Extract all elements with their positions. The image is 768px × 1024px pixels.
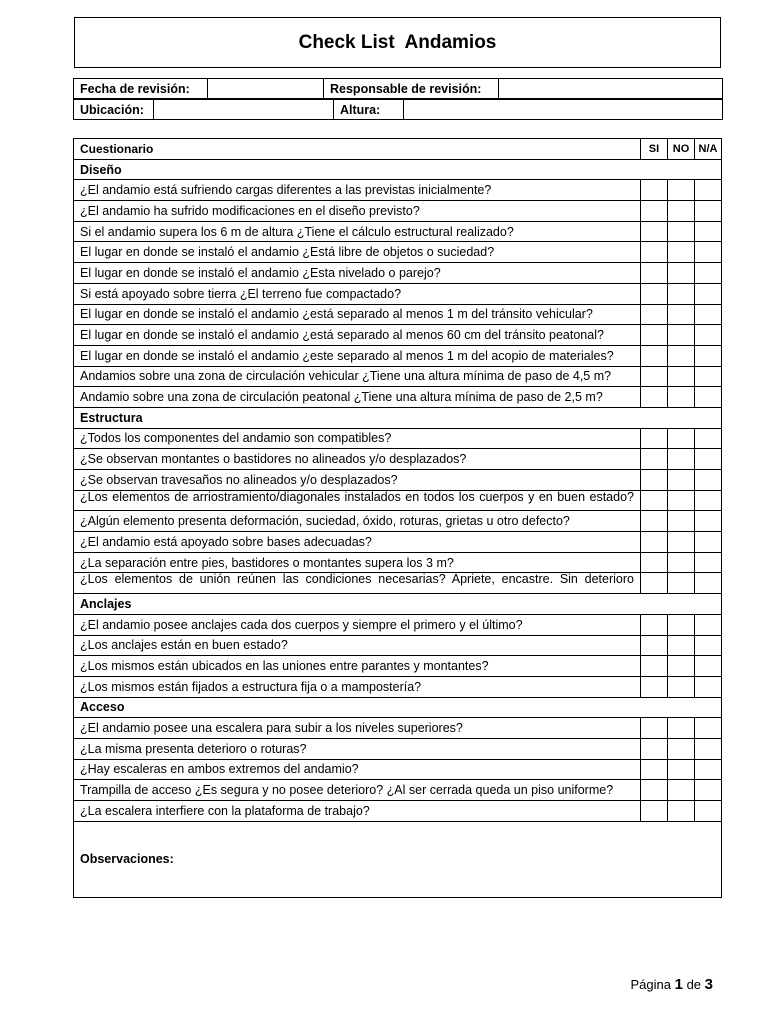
na-answer-cell[interactable] (695, 263, 722, 284)
question-row (74, 449, 722, 470)
na-answer-cell[interactable] (695, 801, 722, 822)
si-answer-cell[interactable] (641, 304, 668, 325)
no-answer-cell[interactable] (668, 325, 695, 346)
question-row (74, 428, 722, 449)
no-column-header: NO (668, 139, 695, 160)
question-text (74, 573, 641, 594)
section-row (74, 594, 722, 615)
no-answer-cell[interactable] (668, 180, 695, 201)
revision-info-table (73, 78, 723, 99)
si-answer-cell[interactable] (641, 283, 668, 304)
question-text: Si está apoyado sobre tierra ¿El terreno fue compactado? (74, 283, 641, 304)
na-column-header: N/A (695, 139, 722, 160)
question-row (74, 325, 722, 346)
question-text: Andamio sobre una zona de circulación peatonal ¿Tiene una altura mínima de paso de 2,5 m? (74, 387, 641, 408)
question-text: ¿La misma presenta deterioro o roturas? (74, 738, 641, 759)
si-answer-cell[interactable] (641, 738, 668, 759)
no-answer-cell[interactable] (668, 614, 695, 635)
si-answer-cell[interactable] (641, 490, 668, 511)
si-answer-cell[interactable] (641, 573, 668, 594)
no-answer-cell[interactable] (668, 676, 695, 697)
si-answer-cell[interactable] (641, 242, 668, 263)
question-text: ¿Los mismos están fijados a estructura fija o a mampostería? (74, 676, 641, 697)
no-answer-cell[interactable] (668, 345, 695, 366)
question-text-content: ¿Los elementos de unión reúnen las condiciones necesarias? Apriete, encastre. Sin deterioro (80, 573, 634, 587)
na-answer-cell[interactable] (695, 738, 722, 759)
question-row (74, 656, 722, 677)
question-text: El lugar en donde se instaló el andamio ¿Esta nivelado o parejo? (74, 263, 641, 284)
ubicacion-label: Ubicación: (74, 100, 154, 120)
observaciones-field[interactable]: Observaciones: (74, 821, 722, 897)
question-text: ¿Los mismos están ubicados en las uniones entre parantes y montantes? (74, 656, 641, 677)
question-text: El lugar en donde se instaló el andamio ¿este separado al menos 1 m del acopio de materiales? (74, 345, 641, 366)
question-text: ¿El andamio está apoyado sobre bases adecuadas? (74, 532, 641, 553)
na-answer-cell[interactable] (695, 780, 722, 801)
no-answer-cell[interactable] (668, 759, 695, 780)
no-answer-cell[interactable] (668, 221, 695, 242)
question-row (74, 263, 722, 284)
na-answer-cell[interactable] (695, 635, 722, 656)
si-answer-cell[interactable] (641, 780, 668, 801)
na-answer-cell[interactable] (695, 221, 722, 242)
question-text: Trampilla de acceso ¿Es segura y no posee deterioro? ¿Al ser cerrada queda un piso uniforme? (74, 780, 641, 801)
no-answer-cell[interactable] (668, 304, 695, 325)
no-answer-cell[interactable] (668, 656, 695, 677)
question-text: Andamios sobre una zona de circulación vehicular ¿Tiene una altura mínima de paso de 4,5 m? (74, 366, 641, 387)
question-text: ¿El andamio ha sufrido modificaciones en el diseño previsto? (74, 201, 641, 222)
cuestionario-header: Cuestionario (74, 139, 641, 160)
na-answer-cell[interactable] (695, 759, 722, 780)
si-answer-cell[interactable] (641, 511, 668, 532)
no-answer-cell[interactable] (668, 511, 695, 532)
no-answer-cell[interactable] (668, 573, 695, 594)
question-row (74, 490, 722, 511)
question-text: ¿Algún elemento presenta deformación, suciedad, óxido, roturas, grietas u otro defecto? (74, 511, 641, 532)
no-answer-cell[interactable] (668, 532, 695, 553)
na-answer-cell[interactable] (695, 511, 722, 532)
no-answer-cell[interactable] (668, 780, 695, 801)
question-row (74, 532, 722, 553)
si-answer-cell[interactable] (641, 532, 668, 553)
location-info-table (73, 99, 723, 120)
na-answer-cell[interactable] (695, 573, 722, 594)
total-pages-number: 3 (704, 976, 713, 993)
fecha-field[interactable] (208, 79, 324, 99)
question-text: Si el andamio supera los 6 m de altura ¿Tiene el cálculo estructural realizado? (74, 221, 641, 242)
no-answer-cell[interactable] (668, 201, 695, 222)
si-answer-cell[interactable] (641, 470, 668, 491)
responsable-label: Responsable de revisión: (324, 79, 499, 99)
no-answer-cell[interactable] (668, 428, 695, 449)
si-answer-cell[interactable] (641, 635, 668, 656)
no-answer-cell[interactable] (668, 718, 695, 739)
question-text: El lugar en donde se instaló el andamio ¿Está libre de objetos o suciedad? (74, 242, 641, 263)
question-text: El lugar en donde se instaló el andamio ¿está separado al menos 1 m del tránsito vehicular? (74, 304, 641, 325)
checklist-table (73, 138, 722, 898)
section-title: Anclajes (74, 594, 722, 615)
question-text: ¿Se observan montantes o bastidores no alineados y/o desplazados? (74, 449, 641, 470)
question-row (74, 573, 722, 594)
question-text: ¿La escalera interfiere con la plataforma de trabajo? (74, 801, 641, 822)
question-text: ¿El andamio está sufriendo cargas diferentes a las previstas inicialmente? (74, 180, 641, 201)
observaciones-row (74, 821, 722, 897)
na-answer-cell[interactable] (695, 366, 722, 387)
na-answer-cell[interactable] (695, 387, 722, 408)
question-row (74, 180, 722, 201)
no-answer-cell[interactable] (668, 242, 695, 263)
question-row (74, 221, 722, 242)
de-label: de (686, 977, 702, 992)
na-answer-cell[interactable] (695, 325, 722, 346)
section-row (74, 407, 722, 428)
question-text: El lugar en donde se instaló el andamio ¿está separado al menos 60 cm del tránsito peatonal? (74, 325, 641, 346)
si-answer-cell[interactable] (641, 614, 668, 635)
si-answer-cell[interactable] (641, 201, 668, 222)
si-answer-cell[interactable] (641, 345, 668, 366)
question-row (74, 738, 722, 759)
no-answer-cell[interactable] (668, 635, 695, 656)
question-text: ¿Todos los componentes del andamio son compatibles? (74, 428, 641, 449)
si-answer-cell[interactable] (641, 428, 668, 449)
question-text: ¿El andamio posee una escalera para subir a los niveles superiores? (74, 718, 641, 739)
responsable-field[interactable] (499, 79, 723, 99)
si-answer-cell[interactable] (641, 449, 668, 470)
section-title: Acceso (74, 697, 722, 718)
no-answer-cell[interactable] (668, 283, 695, 304)
no-answer-cell[interactable] (668, 738, 695, 759)
question-row (74, 676, 722, 697)
no-answer-cell[interactable] (668, 470, 695, 491)
si-answer-cell[interactable] (641, 656, 668, 677)
no-answer-cell[interactable] (668, 552, 695, 573)
si-answer-cell[interactable] (641, 263, 668, 284)
question-row (74, 242, 722, 263)
na-answer-cell[interactable] (695, 490, 722, 511)
checklist-header-row (74, 139, 722, 160)
question-text (74, 490, 641, 511)
question-row (74, 718, 722, 739)
altura-label: Altura: (334, 100, 404, 120)
question-row (74, 614, 722, 635)
na-answer-cell[interactable] (695, 470, 722, 491)
na-answer-cell[interactable] (695, 304, 722, 325)
question-text-content: ¿Los elementos de arriostramiento/diagonales instalados en todos los cuerpos y en buen estado? (80, 490, 634, 504)
na-answer-cell[interactable] (695, 283, 722, 304)
si-answer-cell[interactable] (641, 676, 668, 697)
question-row (74, 552, 722, 573)
question-row (74, 511, 722, 532)
si-answer-cell[interactable] (641, 221, 668, 242)
fecha-label: Fecha de revisión: (74, 79, 208, 99)
no-answer-cell[interactable] (668, 263, 695, 284)
si-answer-cell[interactable] (641, 801, 668, 822)
section-row (74, 697, 722, 718)
pagina-label: Página (630, 977, 671, 992)
question-text: ¿Se observan travesaños no alineados y/o desplazados? (74, 470, 641, 491)
ubicacion-field[interactable] (154, 100, 334, 120)
na-answer-cell[interactable] (695, 552, 722, 573)
section-title: Estructura (74, 407, 722, 428)
na-answer-cell[interactable] (695, 449, 722, 470)
section-title: Diseño (74, 159, 722, 180)
question-text: ¿Hay escaleras en ambos extremos del andamio? (74, 759, 641, 780)
si-answer-cell[interactable] (641, 552, 668, 573)
current-page-number: 1 (674, 976, 683, 993)
si-answer-cell[interactable] (641, 387, 668, 408)
no-answer-cell[interactable] (668, 387, 695, 408)
question-text: ¿Los anclajes están en buen estado? (74, 635, 641, 656)
question-row (74, 635, 722, 656)
question-row (74, 470, 722, 491)
no-answer-cell[interactable] (668, 490, 695, 511)
document-title: Check List Andamios (74, 17, 721, 68)
question-row (74, 304, 722, 325)
section-row (74, 159, 722, 180)
question-row (74, 801, 722, 822)
na-answer-cell[interactable] (695, 718, 722, 739)
na-answer-cell[interactable] (695, 532, 722, 553)
question-text: ¿La separación entre pies, bastidores o montantes supera los 3 m? (74, 552, 641, 573)
si-answer-cell[interactable] (641, 366, 668, 387)
na-answer-cell[interactable] (695, 614, 722, 635)
question-row (74, 759, 722, 780)
question-row (74, 283, 722, 304)
no-answer-cell[interactable] (668, 366, 695, 387)
question-text: ¿El andamio posee anclajes cada dos cuerpos y siempre el primero y el último? (74, 614, 641, 635)
na-answer-cell[interactable] (695, 201, 722, 222)
na-answer-cell[interactable] (695, 345, 722, 366)
altura-field[interactable] (404, 100, 723, 120)
si-column-header: SI (641, 139, 668, 160)
na-answer-cell[interactable] (695, 656, 722, 677)
page-footer (630, 976, 713, 993)
no-answer-cell[interactable] (668, 449, 695, 470)
na-answer-cell[interactable] (695, 676, 722, 697)
si-answer-cell[interactable] (641, 718, 668, 739)
na-answer-cell[interactable] (695, 242, 722, 263)
na-answer-cell[interactable] (695, 428, 722, 449)
si-answer-cell[interactable] (641, 325, 668, 346)
no-answer-cell[interactable] (668, 801, 695, 822)
question-row (74, 345, 722, 366)
question-row (74, 201, 722, 222)
question-row (74, 366, 722, 387)
na-answer-cell[interactable] (695, 180, 722, 201)
question-row (74, 387, 722, 408)
si-answer-cell[interactable] (641, 180, 668, 201)
si-answer-cell[interactable] (641, 759, 668, 780)
question-row (74, 780, 722, 801)
